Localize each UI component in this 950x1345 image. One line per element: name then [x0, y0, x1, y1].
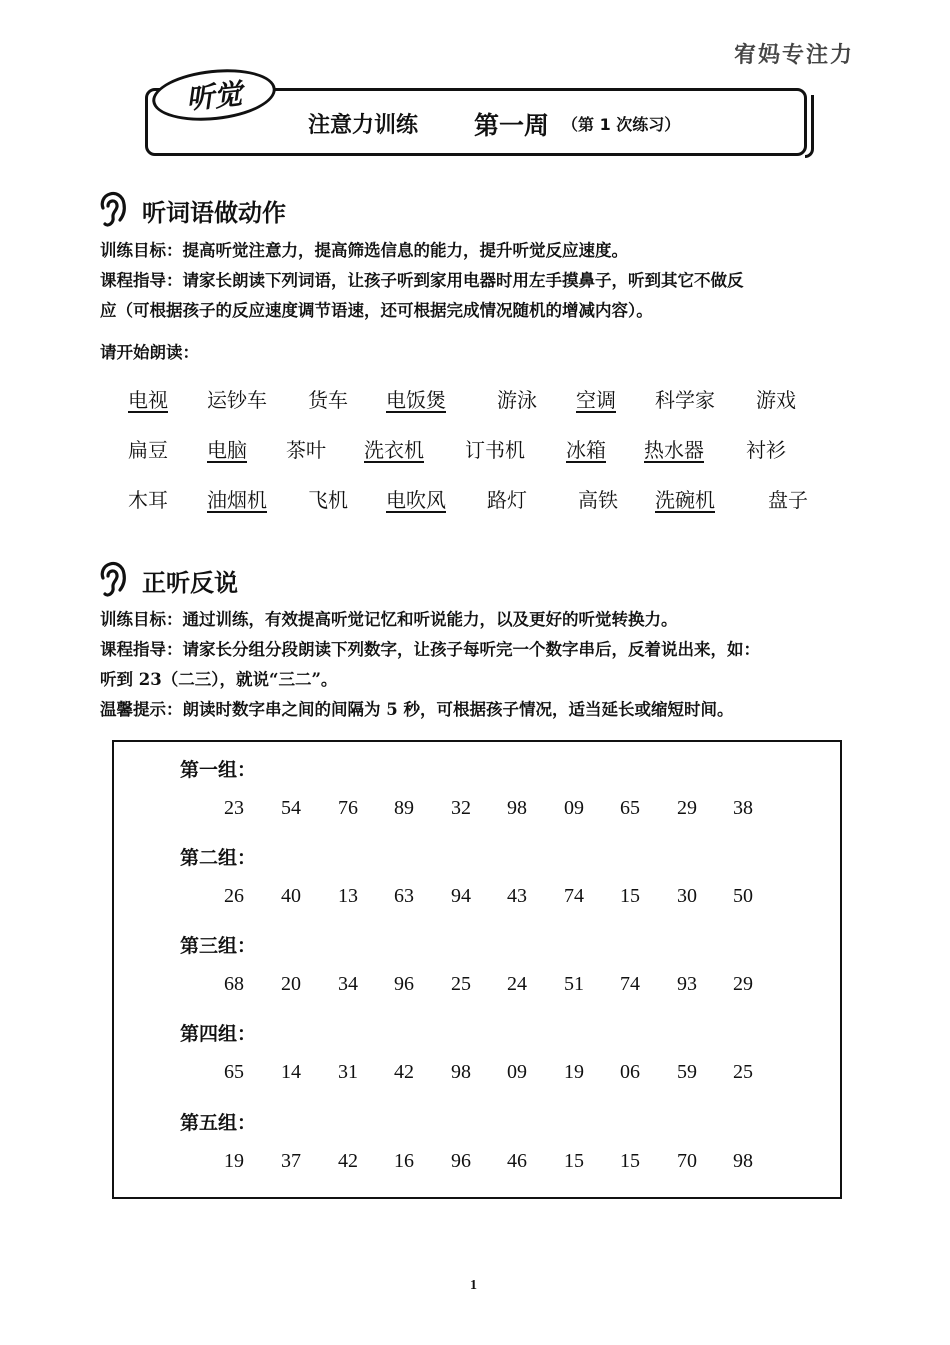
section2-guide-line2: 听到 23（二三），就说“三二”。 [100, 670, 338, 689]
word-item: 电视 [128, 388, 168, 412]
section1-title: 听词语做动作 [142, 198, 286, 227]
word-item: 茶叶 [286, 438, 326, 462]
word-item: 空调 [576, 388, 616, 412]
number-item: 14 [281, 1061, 301, 1083]
section1-text [100, 236, 870, 368]
number-item: 19 [564, 1061, 584, 1083]
group-label: 第三组： [180, 935, 257, 957]
ear-icon [98, 190, 128, 230]
word-item: 油烟机 [207, 488, 267, 512]
number-item: 94 [451, 885, 471, 907]
number-item: 93 [677, 973, 697, 995]
number-item: 29 [733, 973, 753, 995]
word-item: 游泳 [497, 388, 537, 412]
number-item: 76 [338, 797, 358, 819]
word-item: 游戏 [756, 388, 796, 412]
number-item: 20 [281, 973, 301, 995]
group-label: 第一组： [180, 759, 257, 781]
number-item: 96 [451, 1150, 471, 1172]
number-item: 74 [564, 885, 584, 907]
number-item: 74 [620, 973, 640, 995]
number-item: 25 [733, 1061, 753, 1083]
number-item: 23 [224, 797, 244, 819]
number-item: 65 [224, 1061, 244, 1083]
word-item: 运钞车 [207, 388, 267, 412]
word-item: 热水器 [644, 438, 704, 462]
section1-heading [98, 190, 286, 230]
word-item: 电脑 [207, 438, 247, 462]
number-item: 65 [620, 797, 640, 819]
number-item: 98 [507, 797, 527, 819]
number-item: 42 [394, 1061, 414, 1083]
section1-start: 请开始朗读： [100, 343, 199, 362]
number-item: 24 [507, 973, 527, 995]
number-item: 98 [451, 1061, 471, 1083]
number-item: 19 [224, 1150, 244, 1172]
number-item: 59 [677, 1061, 697, 1083]
number-item: 54 [281, 797, 301, 819]
brand-label: 宥妈专注力 [733, 43, 854, 68]
word-item: 路灯 [487, 488, 527, 512]
section2-goal: 训练目标：通过训练，有效提高听觉记忆和听说能力，以及更好的听觉转换力。 [100, 610, 678, 629]
number-item: 29 [677, 797, 697, 819]
word-item: 扁豆 [128, 438, 168, 462]
section2-title: 正听反说 [142, 568, 238, 597]
number-item: 98 [733, 1150, 753, 1172]
word-item: 洗衣机 [364, 438, 424, 462]
number-item: 50 [733, 885, 753, 907]
word-item: 科学家 [655, 388, 715, 412]
section2-text [100, 605, 870, 725]
number-item: 34 [338, 973, 358, 995]
number-item: 70 [677, 1150, 697, 1172]
word-item: 订书机 [465, 438, 525, 462]
number-item: 68 [224, 973, 244, 995]
number-item: 15 [620, 885, 640, 907]
group-label: 第四组： [180, 1023, 257, 1045]
number-item: 32 [451, 797, 471, 819]
number-item: 40 [281, 885, 301, 907]
number-item: 96 [394, 973, 414, 995]
word-item: 货车 [308, 388, 348, 412]
word-item: 电吹风 [386, 488, 446, 512]
number-item: 09 [564, 797, 584, 819]
header-note: （第 1 次练习） [562, 115, 681, 134]
number-item: 15 [564, 1150, 584, 1172]
section2-guide-line1: 课程指导：请家长分组分段朗读下列数字，让孩子每听完一个数字串后，反着说出来，如： [100, 640, 760, 659]
number-item: 15 [620, 1150, 640, 1172]
number-item: 38 [733, 797, 753, 819]
section2-tip: 温馨提示：朗读时数字串之间的间隔为 5 秒，可根据孩子情况，适当延长或缩短时间。 [100, 700, 734, 719]
group-label: 第五组： [180, 1112, 257, 1134]
section1-guide-line2: 应（可根据孩子的反应速度调节语速，还可根据完成情况随机的增减内容）。 [100, 301, 653, 320]
section1-guide-line1: 课程指导：请家长朗读下列词语，让孩子听到家用电器时用左手摸鼻子，听到其它不做反 [100, 271, 744, 290]
number-item: 30 [677, 885, 697, 907]
number-item: 37 [281, 1150, 301, 1172]
word-item: 电饭煲 [386, 388, 446, 412]
word-item: 飞机 [308, 488, 348, 512]
page-number: 1 [470, 1278, 477, 1293]
word-item: 盘子 [768, 488, 808, 512]
section2-heading [98, 560, 238, 600]
number-item: 06 [620, 1061, 640, 1083]
auditory-badge: 听觉 [150, 64, 279, 127]
number-item: 43 [507, 885, 527, 907]
number-item: 63 [394, 885, 414, 907]
number-item: 46 [507, 1150, 527, 1172]
header-week: 第一周 [474, 111, 550, 140]
number-item: 31 [338, 1061, 358, 1083]
number-item: 13 [338, 885, 358, 907]
group-label: 第二组： [180, 847, 257, 869]
section1-goal: 训练目标：提高听觉注意力，提高筛选信息的能力，提升听觉反应速度。 [100, 241, 628, 260]
number-item: 89 [394, 797, 414, 819]
number-item: 42 [338, 1150, 358, 1172]
word-item: 木耳 [128, 488, 168, 512]
word-item: 高铁 [578, 488, 618, 512]
number-item: 26 [224, 885, 244, 907]
word-item: 洗碗机 [655, 488, 715, 512]
number-item: 51 [564, 973, 584, 995]
ear-icon [98, 560, 128, 600]
number-item: 16 [394, 1150, 414, 1172]
number-item: 09 [507, 1061, 527, 1083]
number-item: 25 [451, 973, 471, 995]
header-title: 注意力训练 [308, 113, 419, 138]
word-item: 冰箱 [566, 438, 606, 462]
word-item: 衬衫 [746, 438, 786, 462]
